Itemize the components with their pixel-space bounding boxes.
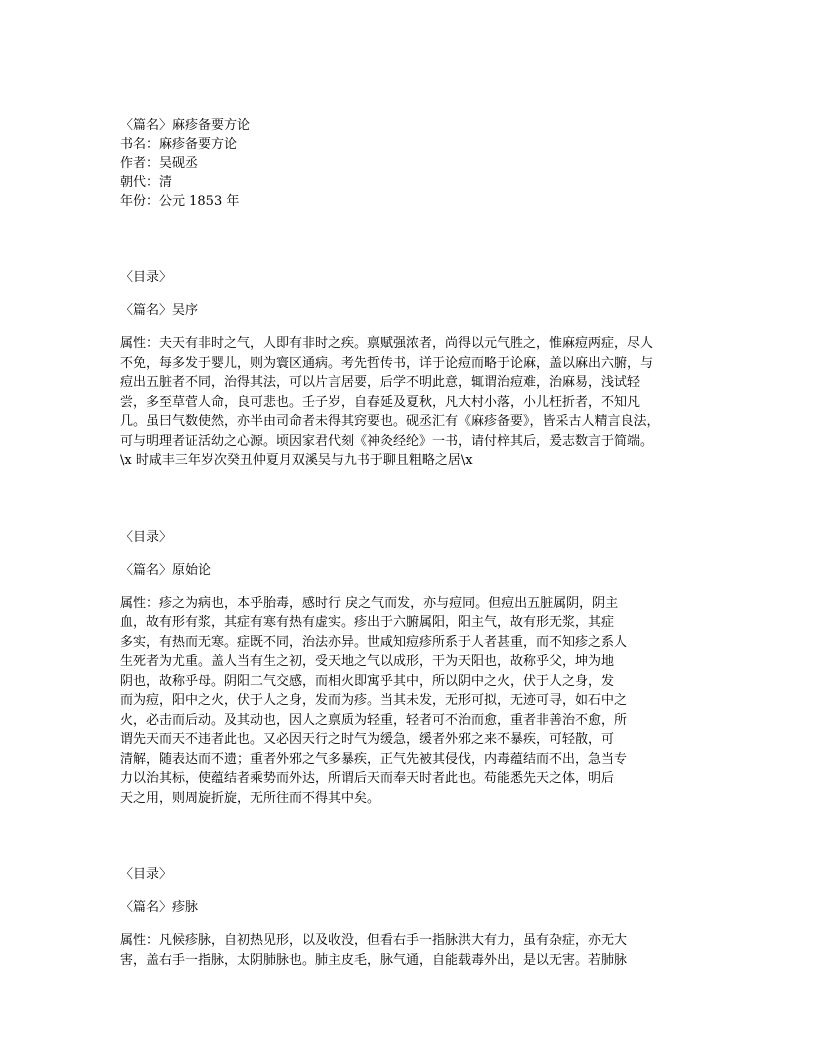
- body-line: 属性：凡候疹脉，自初热见形，以及收没，但看右手一指脉洪大有力，虽有杂症，亦无大: [120, 933, 628, 948]
- body-line: 尝，多至草菅人命，良可悲也。壬子岁，自春延及夏秋，凡大村小落，小儿枉折者，不知凡: [120, 394, 641, 410]
- section-title: 〈篇名〉原始论: [120, 562, 212, 578]
- toc-label: 〈目录〉: [120, 867, 173, 882]
- header-line-book: 书名：麻疹备要方论: [120, 137, 238, 152]
- body-line: 阴也，故称乎母。阴阳二气交感，而相火即寓乎其中，所以阴中之火，伏于人之身，发: [120, 673, 615, 689]
- section-body: [120, 334, 700, 471]
- header-line-title: 〈篇名〉麻疹备要方论: [120, 118, 251, 133]
- body-line: 生死者为尤重。盖人当有生之初，受天地之气以成形，干为天阳也，故称乎父，坤为地: [120, 654, 615, 669]
- section-title: 〈篇名〉疹脉: [120, 900, 199, 915]
- header-line-year: 年份：公元 1853 年: [120, 194, 240, 209]
- body-line: 害，盖右手一指脉，太阴肺脉也。肺主皮毛，脉气通，自能载毒外出，是以无害。若肺脉: [120, 952, 628, 968]
- body-line: 而为痘，阳中之火，伏于人之身，发而为疹。当其未发，无形可拟，无迹可寻，如石中之: [120, 693, 628, 708]
- toc-label: 〈目录〉: [120, 529, 173, 545]
- body-line: 清解，随表达而不遗；重者外邪之气多暴疾，正气先被其侵伐，内毒蕴结而不出，急当专: [120, 751, 628, 767]
- header-line-dynasty: 朝代：清: [120, 175, 173, 190]
- body-line: 可与明理者证活幼之心源。顷因家君代刻《神灸经纶》一书，请付梓其后，爰志数言于简端。: [120, 433, 654, 449]
- body-line: 属性：疹之为病也，本乎胎毒，感时行 戾之气而发，亦与痘同。但痘出五脏属阴，阴主: [120, 595, 619, 611]
- section-body: [120, 594, 700, 809]
- body-line: 力以治其标，使蕴结者乘势而外达，所谓后天而奉天时者此也。苟能悉先天之体，明后: [120, 771, 615, 786]
- body-line: 谓先天而天不违者此也。又必因天行之时气为缓急，缓者外邪之来不暴疾，可轻散，可: [120, 732, 615, 747]
- body-line: 痘出五脏者不同，治得其法，可以片言居要，后学不明此意，辄谓治痘难，治麻易，浅试轻: [120, 375, 641, 390]
- body-line: 几。虽曰气数使然，亦半由司命者未得其窍要也。砚丞汇有《麻疹备要》，皆采古人精言良法，: [120, 414, 660, 429]
- body-line: 属性：夫天有非时之气，人即有非时之疾。禀赋强浓者，尚得以元气胜之，惟麻痘两症，尽人: [120, 336, 654, 351]
- section-body: [120, 931, 700, 970]
- body-line: 天之用，则周旋折旋，无所往而不得其中矣。: [120, 790, 381, 806]
- body-line: 血，故有形有浆，其症有寒有热有虚实。疹出于六腑属阳，阳主气，故有形无浆，其症: [120, 615, 615, 630]
- body-line: \x 时咸丰三年岁次癸丑仲夏月双溪吴与九书于聊且粗略之居\x: [120, 453, 473, 468]
- header-line-author: 作者：吴砚丞: [120, 156, 199, 171]
- body-line: 不免，每多发于婴儿，则为寰区通病。考先哲传书，详于论痘而略于论麻，盖以麻出六腑，与: [120, 355, 654, 371]
- section-measles-pulse: [120, 865, 700, 970]
- body-line: 多实，有热而无寒。症既不同，治法亦异。世咸知痘疹所系于人者甚重，而不知疹之系人: [120, 634, 628, 650]
- section-title: 〈篇名〉吴序: [120, 303, 199, 318]
- section-wu-preface: [120, 268, 700, 471]
- document-header: [120, 116, 700, 211]
- body-line: 火，必击而后动。及其动也，因人之禀质为轻重，轻者可不治而愈，重者非善治不愈，所: [120, 712, 628, 728]
- document-page: [120, 116, 700, 970]
- section-origin-theory: [120, 528, 700, 809]
- toc-label: 〈目录〉: [120, 270, 173, 285]
